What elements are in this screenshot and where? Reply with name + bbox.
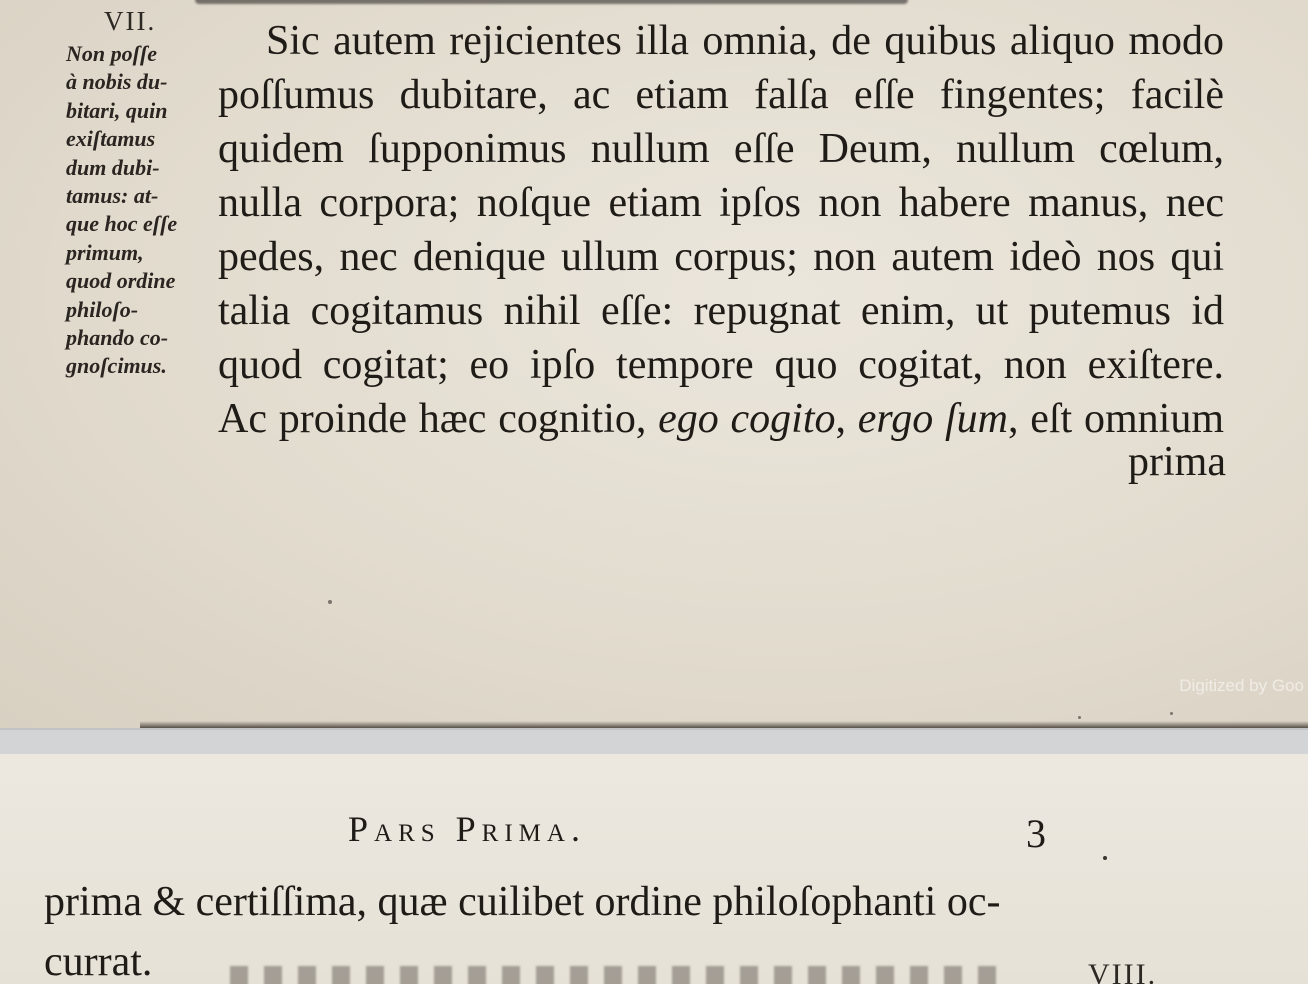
digitization-watermark: Digitized by Goo: [1179, 676, 1304, 695]
continuation-line: prima & certiſſima, quæ cuilibet ordine philoſophanti oc-: [44, 879, 1001, 925]
marginal-note-line: phando co-: [66, 325, 169, 351]
running-head: Pars Prima.: [348, 809, 586, 849]
marginal-note-line: à nobis du-: [66, 69, 168, 95]
body-line: nulla corpora; noſque etiam ipſos non habere manus, nec: [218, 180, 1224, 226]
body-line: pedes, nec denique ullum corpus; non autem ideò nos qui: [218, 234, 1224, 280]
body-line: quidem ſupponimus nullum eſſe Deum, nullum cœlum,: [218, 126, 1224, 172]
body-line: talia cogitamus nihil eſſe: repugnat enim, ut putemus id: [218, 288, 1224, 334]
scanned-page-bottom: [0, 754, 1308, 984]
cogito-text-after: , eſt omnium: [1007, 396, 1224, 442]
cut-off-text-line: [195, 0, 908, 4]
next-section-numeral: VIII.: [1088, 958, 1158, 984]
marginal-note-line: primum,: [66, 239, 144, 265]
cut-off-text-line: [230, 966, 1010, 984]
catchword: prima: [1128, 439, 1226, 485]
continuation-line: currat.: [44, 939, 153, 984]
cogito-text-comma: ,: [835, 396, 858, 442]
section-numeral: VII.: [104, 6, 157, 36]
body-line: quod cogitat; eo ipſo tempore quo cogitat, non exiſtere.: [218, 342, 1224, 388]
page-number: 3: [1026, 811, 1046, 856]
cogito-text-before: Ac proinde hæc cognitio,: [218, 396, 659, 442]
marginal-note-line: Non poſſe: [66, 41, 158, 66]
marginal-note-line: que hoc eſſe: [66, 211, 178, 237]
body-line: Sic autem rejicientes illa omnia, de quibus aliquo modo: [266, 18, 1224, 64]
marginal-note: [66, 40, 218, 381]
marginal-note-line: dum dubi-: [66, 154, 160, 180]
marginal-note-line: exiſtamus: [66, 126, 156, 152]
paper-speck: [1103, 856, 1107, 860]
body-text: [218, 14, 1224, 446]
paper-speck: [1078, 716, 1081, 719]
cogito-italic-phrase: ego cogito: [658, 396, 836, 442]
paper-speck: [1170, 712, 1173, 715]
paper-speck: [328, 600, 332, 604]
page-edge-shadow: [140, 721, 1308, 728]
marginal-note-line: bitari, quin: [66, 97, 168, 123]
sum-italic-phrase: ergo ſum: [857, 396, 1008, 442]
page-separator: [0, 728, 1308, 754]
marginal-note-line: gnoſcimus.: [66, 353, 167, 379]
marginal-note-line: quod ordine: [66, 268, 176, 294]
body-line: poſſumus dubitare, ac etiam falſa eſſe fingentes; facilè: [218, 72, 1224, 118]
marginal-note-line: philoſo-: [66, 296, 139, 322]
marginal-note-line: tamus: at-: [66, 183, 159, 209]
body-line-cogito: [218, 392, 1224, 446]
